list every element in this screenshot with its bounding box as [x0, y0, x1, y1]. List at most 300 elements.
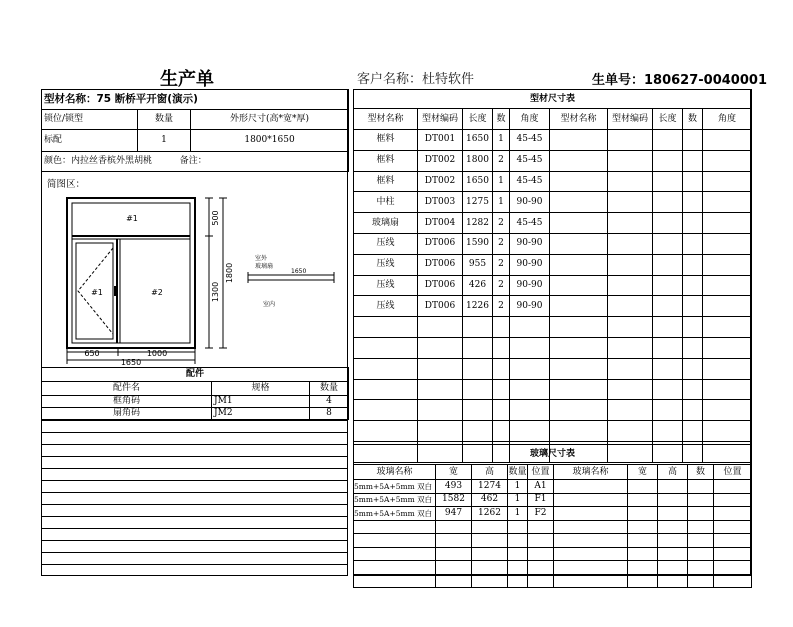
empty-cell [354, 547, 436, 561]
accessories-title: 配件 [42, 368, 349, 382]
table-row [354, 400, 752, 421]
empty-cell [628, 507, 658, 521]
glass-width: 1582 [436, 493, 472, 507]
empty-cell [628, 561, 658, 575]
table-row [354, 507, 752, 521]
window-diagram [41, 188, 348, 366]
empty-cell [653, 358, 683, 379]
profile-code: DT002 [418, 171, 463, 192]
empty-cell [653, 275, 683, 296]
empty-cell [493, 379, 510, 400]
profile-name: 框料 [354, 130, 418, 151]
profile-length: 1800 [463, 150, 493, 171]
empty-cell [550, 379, 608, 400]
empty-cell [683, 150, 703, 171]
empty-cell [703, 296, 752, 317]
profile-name: 压线 [354, 254, 418, 275]
empty-cell [683, 400, 703, 421]
empty-cell [550, 337, 608, 358]
empty-cell [554, 493, 628, 507]
empty-cell [683, 275, 703, 296]
acc-spec: JM2 [212, 408, 310, 420]
empty-cell [550, 213, 608, 234]
glass-header-qty-2: 数 [688, 465, 714, 480]
empty-cell [658, 547, 688, 561]
empty-cell [703, 171, 752, 192]
empty-cell [463, 400, 493, 421]
spec-header-qty: 数量 [138, 110, 191, 130]
empty-cell [354, 561, 436, 575]
empty-cell [658, 574, 688, 588]
profile-qty: 2 [493, 254, 510, 275]
table-row [42, 396, 349, 408]
acc-header-spec: 规格 [212, 382, 310, 396]
spec-value-size: 1800*1650 [191, 130, 349, 152]
profile-angle: 45-45 [510, 150, 550, 171]
empty-cell [683, 130, 703, 151]
profile-name: 压线 [354, 275, 418, 296]
profile-code: DT006 [418, 275, 463, 296]
empty-cell [493, 358, 510, 379]
profile-code: DT006 [418, 254, 463, 275]
empty-cell [688, 520, 714, 534]
profile-header-qty-2: 数 [683, 109, 703, 130]
profile-name: 中柱 [354, 192, 418, 213]
section-glass-label: 玻璃扇 [255, 263, 274, 270]
empty-cell [703, 337, 752, 358]
empty-cell [628, 480, 658, 494]
empty-cell [714, 520, 752, 534]
glass-header-width: 宽 [436, 465, 472, 480]
glass-width: 947 [436, 507, 472, 521]
profile-name: 框料 [354, 171, 418, 192]
empty-cell [354, 337, 418, 358]
empty-cell [493, 337, 510, 358]
section-inside-label: 室内 [263, 301, 276, 308]
empty-cell [608, 150, 653, 171]
empty-cell [550, 400, 608, 421]
empty-cell [608, 317, 653, 338]
empty-cell [528, 547, 554, 561]
empty-cell [658, 507, 688, 521]
section-dim-label: 1650 [291, 268, 307, 275]
empty-cell [354, 534, 436, 548]
empty-cell [510, 358, 550, 379]
empty-cell [658, 561, 688, 575]
profile-code: DT001 [418, 130, 463, 151]
empty-cell [508, 520, 528, 534]
empty-cell [683, 213, 703, 234]
empty-cell [683, 379, 703, 400]
table-row [354, 233, 752, 254]
profile-length: 1650 [463, 171, 493, 192]
customer-name: 客户名称：杜特软件 [357, 72, 475, 87]
profile-angle: 90-90 [510, 254, 550, 275]
empty-cell [703, 213, 752, 234]
empty-cell [683, 358, 703, 379]
glass-header-qty: 数量 [508, 465, 528, 480]
empty-cell [653, 130, 683, 151]
empty-cell [436, 574, 472, 588]
profile-angle: 45-45 [510, 213, 550, 234]
empty-cell [653, 400, 683, 421]
empty-cell [554, 534, 628, 548]
glass-size-table [353, 444, 752, 588]
profile-length: 955 [463, 254, 493, 275]
table-row [354, 337, 752, 358]
empty-cell [418, 379, 463, 400]
empty-cell [608, 192, 653, 213]
profile-angle: 90-90 [510, 296, 550, 317]
table-row [354, 192, 752, 213]
dim-width-right-label: 1000 [146, 349, 168, 358]
empty-cell [436, 561, 472, 575]
glass-qty: 1 [508, 493, 528, 507]
pane-right-label: #2 [151, 288, 163, 297]
empty-cell [714, 493, 752, 507]
glass-height: 1274 [472, 480, 508, 494]
glass-name: 5mm+5A+5mm 双白 [354, 493, 436, 507]
profile-qty: 2 [493, 213, 510, 234]
empty-cell [493, 400, 510, 421]
profile-header-code-2: 型材编码 [608, 109, 653, 130]
empty-cell [436, 547, 472, 561]
spec-value-lock: 标配 [42, 130, 138, 152]
profile-length: 1275 [463, 192, 493, 213]
empty-cell [688, 547, 714, 561]
profile-angle: 90-90 [510, 233, 550, 254]
glass-pos: F2 [528, 507, 554, 521]
empty-cell [658, 480, 688, 494]
empty-cell [688, 480, 714, 494]
empty-cell [703, 275, 752, 296]
empty-cell [714, 534, 752, 548]
empty-cell [703, 317, 752, 338]
glass-header-width-2: 宽 [628, 465, 658, 480]
color-text: 颜色：内拉丝香槟外黑胡桃 [44, 156, 153, 166]
glass-pos: F1 [528, 493, 554, 507]
page-title: 生产单 [160, 69, 214, 90]
empty-cell [653, 337, 683, 358]
profile-code: DT002 [418, 150, 463, 171]
pane-left-label: #1 [91, 288, 103, 297]
empty-cell [688, 574, 714, 588]
color-row [42, 152, 349, 172]
empty-cell [683, 296, 703, 317]
empty-cell [628, 574, 658, 588]
acc-spec: JM1 [212, 396, 310, 408]
empty-cell [714, 561, 752, 575]
empty-cell [354, 421, 418, 442]
empty-cell [703, 379, 752, 400]
empty-cell [653, 379, 683, 400]
empty-cell [653, 150, 683, 171]
empty-cell [550, 421, 608, 442]
empty-cell [550, 171, 608, 192]
remark-text: 备注： [179, 156, 207, 166]
profile-angle: 90-90 [510, 192, 550, 213]
empty-cell [472, 547, 508, 561]
profile-angle: 45-45 [510, 171, 550, 192]
empty-cell [528, 534, 554, 548]
empty-cell [608, 379, 653, 400]
dim-width-left-label: 650 [84, 349, 100, 358]
empty-cell [608, 421, 653, 442]
empty-cell [703, 150, 752, 171]
profile-name: 压线 [354, 233, 418, 254]
profile-name: 压线 [354, 296, 418, 317]
profile-length: 1650 [463, 130, 493, 151]
empty-cell [683, 192, 703, 213]
glass-table-title: 玻璃尺寸表 [354, 445, 752, 465]
empty-cell [554, 520, 628, 534]
empty-cell [508, 534, 528, 548]
glass-header-name: 玻璃名称 [354, 465, 436, 480]
empty-cell [683, 233, 703, 254]
table-row [354, 213, 752, 234]
empty-cell [463, 317, 493, 338]
empty-cell [554, 507, 628, 521]
profile-qty: 2 [493, 275, 510, 296]
empty-cell [418, 317, 463, 338]
empty-cell [683, 317, 703, 338]
acc-header-qty: 数量 [310, 382, 349, 396]
empty-cell [608, 296, 653, 317]
empty-cell [354, 520, 436, 534]
empty-cell [658, 493, 688, 507]
empty-cell [683, 421, 703, 442]
empty-cell [550, 192, 608, 213]
empty-cell [658, 520, 688, 534]
empty-cell [653, 421, 683, 442]
empty-cell [714, 480, 752, 494]
empty-cell [554, 561, 628, 575]
empty-cell [653, 296, 683, 317]
profile-header-angle-2: 角度 [703, 109, 752, 130]
table-row [354, 358, 752, 379]
left-info-table [41, 89, 349, 172]
acc-qty: 4 [310, 396, 349, 408]
empty-cell [550, 254, 608, 275]
glass-name: 5mm+5A+5mm 双白 [354, 480, 436, 494]
empty-cell [608, 233, 653, 254]
spec-value-qty: 1 [138, 130, 191, 152]
table-row [354, 421, 752, 442]
empty-cell [418, 337, 463, 358]
empty-cell [354, 400, 418, 421]
dim-total-width-label: 1650 [120, 358, 142, 366]
profile-length: 1590 [463, 233, 493, 254]
diagram-label: 简图区： [47, 179, 86, 190]
empty-cell [418, 400, 463, 421]
empty-cell [463, 358, 493, 379]
spec-header-lock: 锁位/锁型 [42, 110, 138, 130]
accessories-table [41, 367, 349, 420]
empty-cell [463, 337, 493, 358]
table-row [354, 130, 752, 151]
empty-cell [508, 574, 528, 588]
profile-header-length-2: 长度 [653, 109, 683, 130]
empty-cell [436, 520, 472, 534]
empty-cell [354, 379, 418, 400]
empty-cell [703, 254, 752, 275]
acc-name: 框角码 [42, 396, 212, 408]
table-row [354, 296, 752, 317]
glass-pos: A1 [528, 480, 554, 494]
empty-cell [550, 150, 608, 171]
acc-qty: 8 [310, 408, 349, 420]
profile-qty: 1 [493, 192, 510, 213]
dim-top-label: 500 [211, 210, 220, 226]
empty-cell [714, 547, 752, 561]
empty-cell [463, 421, 493, 442]
empty-cell [550, 130, 608, 151]
table-row [354, 254, 752, 275]
profile-header-name: 型材名称 [354, 109, 418, 130]
empty-cell [554, 480, 628, 494]
empty-cell [608, 213, 653, 234]
empty-cell [550, 233, 608, 254]
empty-cell [472, 520, 508, 534]
table-row [354, 574, 752, 588]
table-row [354, 150, 752, 171]
table-row [354, 520, 752, 534]
table-row [354, 561, 752, 575]
empty-cell [658, 534, 688, 548]
empty-cell [653, 171, 683, 192]
empty-cell [354, 317, 418, 338]
empty-cell [653, 213, 683, 234]
empty-cell [653, 192, 683, 213]
profile-header-angle: 角度 [510, 109, 550, 130]
table-row [354, 317, 752, 338]
empty-cell [608, 275, 653, 296]
empty-cell [554, 547, 628, 561]
profile-code: DT006 [418, 296, 463, 317]
profile-name: 型材名称：75 断桥平开窗(演示) [42, 90, 349, 110]
empty-cell [510, 317, 550, 338]
empty-cell [714, 574, 752, 588]
glass-height: 1262 [472, 507, 508, 521]
profile-size-table [353, 89, 752, 463]
empty-cell [653, 254, 683, 275]
empty-cell [683, 337, 703, 358]
profile-length: 1282 [463, 213, 493, 234]
empty-cell [472, 574, 508, 588]
profile-code: DT006 [418, 233, 463, 254]
empty-cell [508, 547, 528, 561]
empty-cell [493, 317, 510, 338]
glass-name: 5mm+5A+5mm 双白 [354, 507, 436, 521]
profile-name: 玻璃扇 [354, 213, 418, 234]
profile-length: 1226 [463, 296, 493, 317]
empty-cell [703, 192, 752, 213]
profile-header-code: 型材编码 [418, 109, 463, 130]
empty-cell [628, 534, 658, 548]
empty-cell [550, 358, 608, 379]
glass-header-name-2: 玻璃名称 [554, 465, 628, 480]
empty-cell [510, 337, 550, 358]
empty-cell [510, 400, 550, 421]
empty-cell [510, 421, 550, 442]
empty-cell [550, 296, 608, 317]
empty-cell [472, 534, 508, 548]
empty-cell [608, 400, 653, 421]
empty-cell [472, 561, 508, 575]
empty-cell [608, 337, 653, 358]
empty-cell [554, 574, 628, 588]
table-row [354, 493, 752, 507]
glass-header-pos-2: 位置 [714, 465, 752, 480]
empty-cell [608, 358, 653, 379]
profile-qty: 2 [493, 150, 510, 171]
profile-angle: 90-90 [510, 275, 550, 296]
table-row [354, 480, 752, 494]
profile-qty: 2 [493, 233, 510, 254]
empty-cell [628, 547, 658, 561]
empty-cell [714, 507, 752, 521]
table-row [354, 547, 752, 561]
empty-cell [608, 254, 653, 275]
empty-cell [528, 520, 554, 534]
empty-cell [550, 317, 608, 338]
section-outside-label: 室外 [255, 255, 268, 262]
glass-width: 493 [436, 480, 472, 494]
profile-header-qty: 数 [493, 109, 510, 130]
empty-cell [683, 171, 703, 192]
empty-cell [628, 520, 658, 534]
dim-bottom-label: 1300 [211, 281, 220, 303]
empty-cell [418, 358, 463, 379]
acc-header-name: 配件名 [42, 382, 212, 396]
acc-name: 扇角码 [42, 408, 212, 420]
empty-cell [528, 561, 554, 575]
empty-cell [653, 317, 683, 338]
profile-length: 426 [463, 275, 493, 296]
profile-angle: 45-45 [510, 130, 550, 151]
table-row [42, 408, 349, 420]
accessories-blank-rows [41, 420, 348, 576]
table-row [354, 171, 752, 192]
empty-cell [703, 400, 752, 421]
empty-cell [528, 574, 554, 588]
empty-cell [354, 358, 418, 379]
spec-header-size: 外形尺寸(高*宽*厚) [191, 110, 349, 130]
pane-top-label: #1 [126, 214, 138, 223]
glass-header-pos: 位置 [528, 465, 554, 480]
empty-cell [683, 254, 703, 275]
dim-total-height-label: 1800 [225, 262, 234, 284]
profile-qty: 1 [493, 130, 510, 151]
empty-cell [550, 275, 608, 296]
glass-height: 462 [472, 493, 508, 507]
empty-cell [703, 130, 752, 151]
empty-cell [418, 421, 463, 442]
empty-cell [688, 507, 714, 521]
glass-header-height: 高 [472, 465, 508, 480]
empty-cell [608, 130, 653, 151]
empty-cell [436, 534, 472, 548]
empty-cell [493, 421, 510, 442]
empty-cell [510, 379, 550, 400]
empty-cell [703, 421, 752, 442]
profile-code: DT004 [418, 213, 463, 234]
glass-header-height-2: 高 [658, 465, 688, 480]
empty-cell [608, 171, 653, 192]
empty-cell [508, 561, 528, 575]
profile-name: 框料 [354, 150, 418, 171]
glass-qty: 1 [508, 507, 528, 521]
